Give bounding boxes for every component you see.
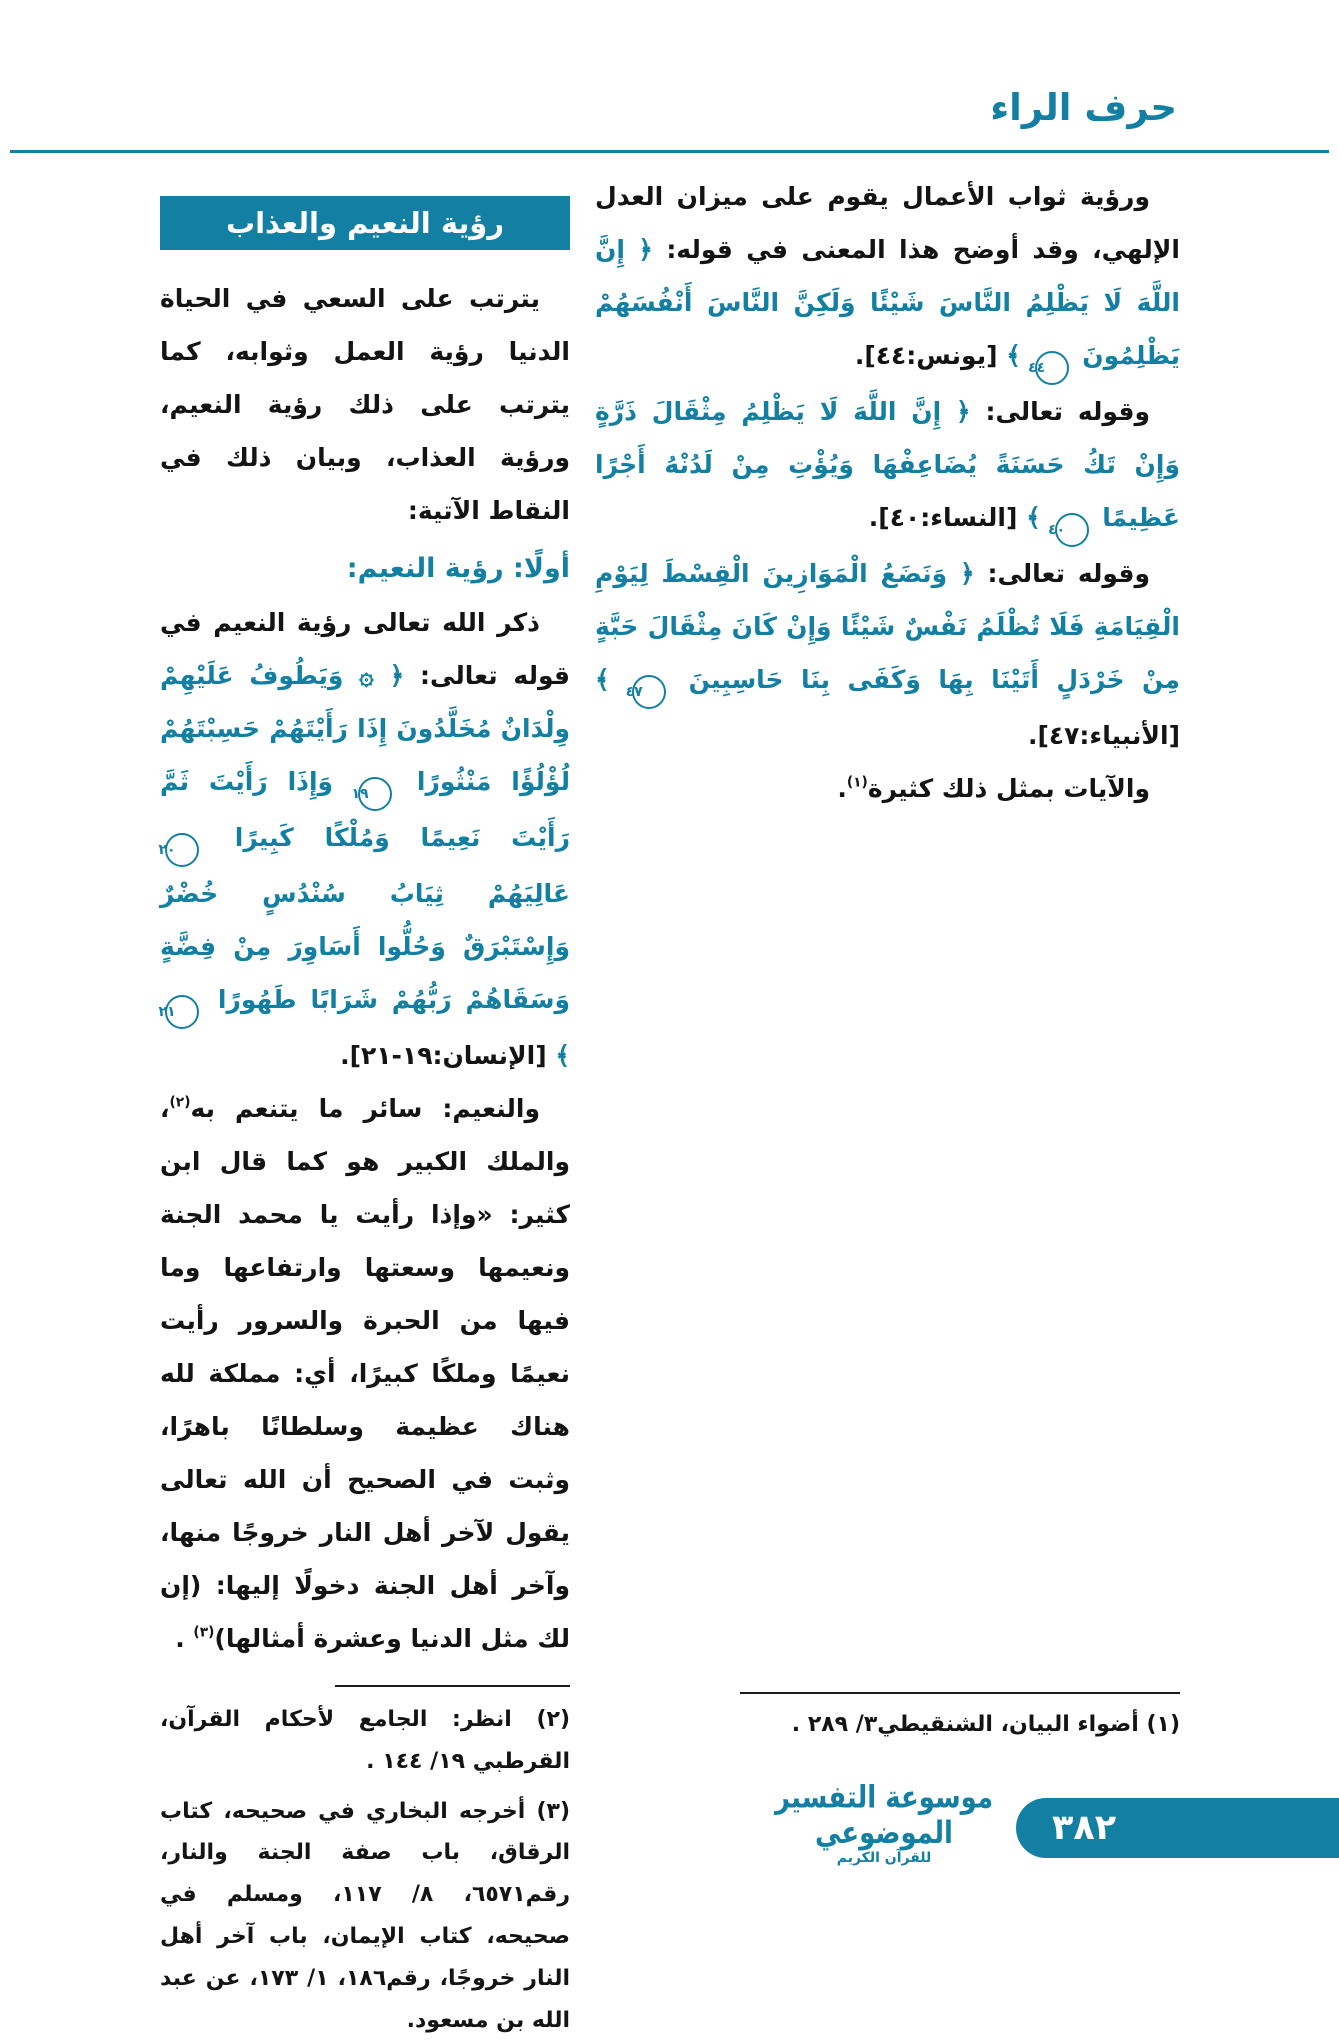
ayah-number-marker: ١٩ <box>358 777 392 811</box>
text-run: والآيات بمثل ذلك كثيرة <box>867 774 1150 803</box>
text-run: وقوله تعالى: <box>970 397 1150 426</box>
text-run: [النساء:٤٠]. <box>868 503 1027 532</box>
subsection-heading: أولًا: رؤية النعيم: <box>346 553 570 584</box>
footnote-ref-marker: (١) <box>846 774 868 791</box>
text-run: وقوله تعالى: <box>974 559 1150 588</box>
footnote-ref-marker: (٢) <box>169 1094 191 1111</box>
chapter-letter-heading: حرف الراء <box>990 86 1177 129</box>
footnote-ref-marker: (٣) <box>193 1624 215 1641</box>
paragraph-commentary <box>160 1082 570 1665</box>
quran-text: ﴿ إِنَّ اللَّهَ لَا يَظْلِمُ مِثْقَالَ ذَرَّةٍ وَإِنْ تَكُ حَسَنَةً يُضَاعِفْهَا وَيُؤْتِ مِنْ لَدُنْهُ أَجْرًا عَظِيمًا <box>595 397 1180 532</box>
paragraph-verse-nisa <box>595 385 1180 547</box>
footnote-separator <box>740 1692 1180 1694</box>
text-run: ورؤية ثواب الأعمال يقوم على ميزان العدل الإلهي، وقد أوضح هذا المعنى في قوله: <box>595 182 1180 264</box>
quran-text: ﴿ إِنَّ اللَّهَ لَا يَظْلِمُ النَّاسَ شَيْئًا وَلَكِنَّ النَّاسَ أَنْفُسَهُمْ يَظْلِمُونَ <box>595 235 1180 370</box>
text-run: [الأنبياء:٤٧]. <box>1027 721 1180 750</box>
text-run: ذكر الله تعالى رؤية النعيم في قوله تعالى: <box>160 608 571 690</box>
quran-text: ﴾ <box>555 1041 570 1070</box>
text-run: [يونس:٤٤]. <box>854 341 1007 370</box>
footnote-2: (٢) انظر: الجامع لأحكام القرآن، القرطبي ١٩/ ١٤٤ . <box>160 1707 570 1774</box>
logo-subtitle: للقرآن الكريم <box>836 1850 932 1866</box>
footnote-3: (٣) أخرجه البخاري في صحيحه، كتاب الرقاق، باب صفة الجنة والنار، رقم٦٥٧١، ٨/ ١١٧، ومسلم في صحيحه، كتاب الإيمان، باب آخر أهل النار خروجًا، رقم١٨٦، ١/ ١٧٣، عن عبد الله بن مسعود. <box>160 1798 570 2033</box>
text-run: والنعيم: سائر ما يتنعم به <box>190 1094 540 1123</box>
ayah-number-marker: ٢١ <box>165 995 199 1029</box>
quran-text: ﴾ <box>1006 341 1030 370</box>
quran-text: ﴾ <box>595 665 628 694</box>
text-run: . <box>175 1624 194 1653</box>
header-divider-rule <box>10 150 1329 153</box>
publisher-logo <box>759 1780 1009 1866</box>
paragraph-verse-anbiya <box>595 547 1180 762</box>
section-title-box <box>160 196 570 250</box>
paragraph-verse-insan <box>160 596 570 1082</box>
page-number: ٣٨٢ <box>1052 1808 1117 1848</box>
footnote-1: (١) أضواء البيان، الشنقيطي٣/ ٢٨٩ . <box>791 1712 1180 1737</box>
paragraph-section-intro: يترتب على السعي في الحياة الدنيا رؤية العمل وثوابه، كما يترتب على ذلك رؤية النعيم، ورؤية العذاب، وبيان ذلك في النقاط الآتية: <box>160 284 570 525</box>
left-column <box>160 196 570 2041</box>
text-run: ، والملك الكبير هو كما قال ابن كثير: «وإذا رأيت يا محمد الجنة ونعيمها وسعتها وارتفاعها وما فيها من الحبرة والسرور رأيت نعيمًا وملكًا كبيرًا، أي: مملكة لله هناك عظيمة وسلطانًا باهرًا، وثبت في الصحيح أن الله تعالى يقول لآخر أهل النار خروجًا منها، وآخر أهل الجنة دخولًا إليها: (إن لك مثل الدنيا وعشرة أمثالها) <box>160 1094 570 1653</box>
ayah-number-marker: ٤٠ <box>1055 513 1089 547</box>
text-run: [الإنسان:١٩-٢١]. <box>340 1041 556 1070</box>
ayah-number-marker: ٤٤ <box>1035 351 1069 385</box>
text-run: . <box>837 774 847 803</box>
footnote-separator <box>335 1685 570 1687</box>
section-title: رؤية النعيم والعذاب <box>225 206 505 240</box>
logo-title: موسوعة التفسير الموضوعي <box>774 1780 994 1852</box>
quran-text: عَالِيَهُمْ ثِيَابُ سُنْدُسٍ خُضْرٌ وَإِسْتَبْرَقٌ وَحُلُّوا أَسَاوِرَ مِنْ فِضَّةٍ وَسَقَاهُمْ رَبُّهُمْ شَرَابًا طَهُورًا <box>160 879 570 1014</box>
right-footnote-block <box>698 1692 1180 1746</box>
ayah-number-marker: ٢٠ <box>165 833 199 867</box>
ayah-number-marker: ٤٧ <box>632 675 666 709</box>
page-number-badge <box>1016 1798 1339 1858</box>
paragraph-justice-intro <box>595 170 1180 385</box>
quran-text: وَإِذَا رَأَيْتَ ثَمَّ رَأَيْتَ نَعِيمًا وَمُلْكًا كَبِيرًا <box>160 767 570 852</box>
quran-text: ﴿ وَنَضَعُ الْمَوَازِينَ الْقِسْطَ لِيَوْمِ الْقِيَامَةِ فَلَا تُظْلَمُ نَفْسٌ شَيْئًا وَإِنْ كَانَ مِثْقَالَ حَبَّةٍ مِنْ خَرْدَلٍ أَتَيْنَا بِهَا وَكَفَى بِنَا حَاسِبِينَ <box>595 559 1180 694</box>
quran-text: ﴿ ۞ وَيَطُوفُ عَلَيْهِمْ وِلْدَانٌ مُخَلَّدُونَ إِذَا رَأَيْتَهُمْ حَسِبْتَهُمْ لُؤْلُؤًا مَنْثُورًا <box>160 661 570 796</box>
quran-text: ﴾ <box>1026 503 1050 532</box>
paragraph-closing <box>595 762 1180 815</box>
right-column <box>595 170 1180 815</box>
